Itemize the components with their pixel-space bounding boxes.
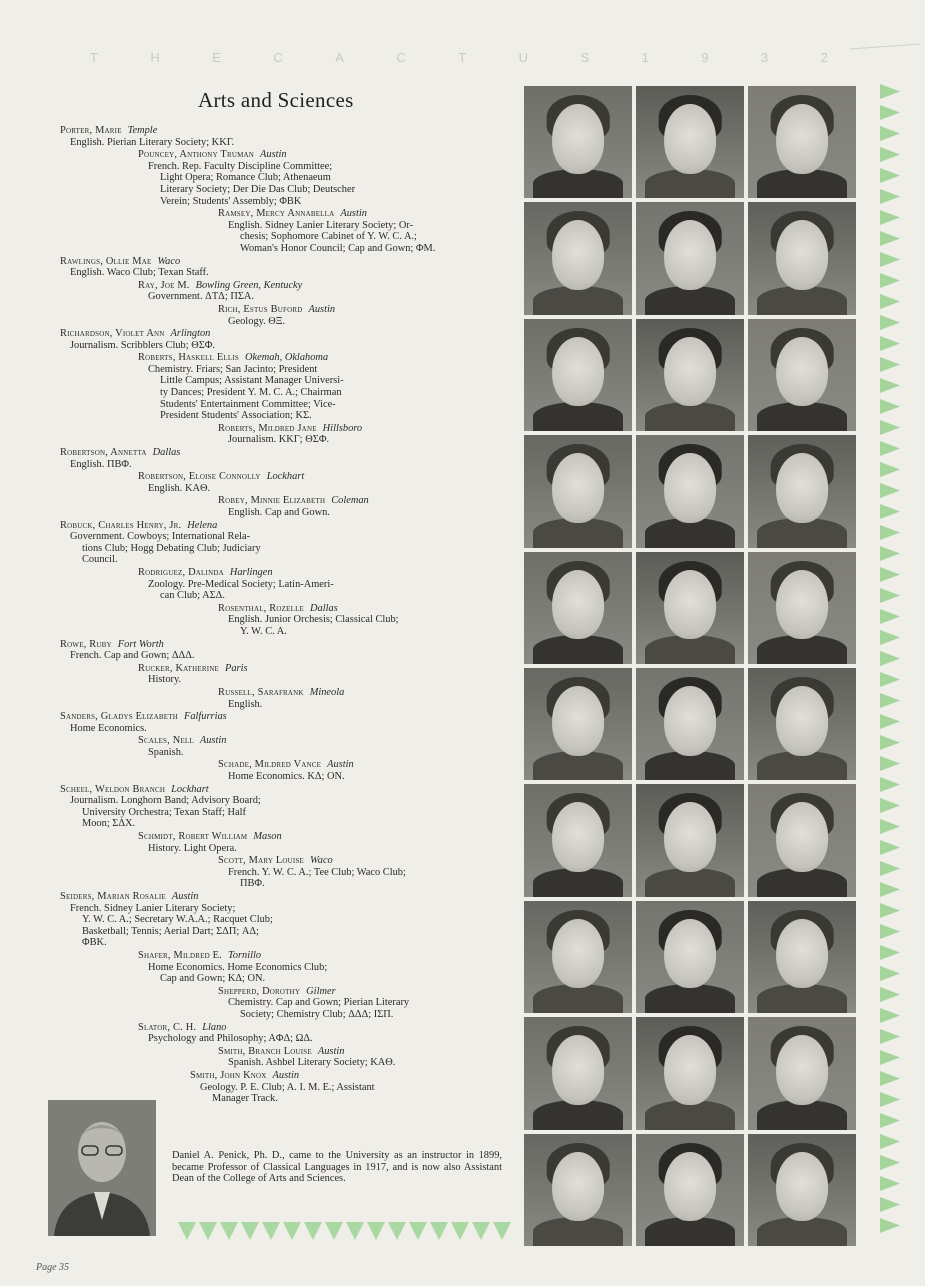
ornament-triangle: [880, 735, 900, 750]
student-entry: [60, 784, 510, 830]
dean-bio-text: Daniel A. Penick, Ph. D., came to the University as an instructor in 1899, became Professor of Classical Languages in 1917, and is now also Assistant Dean of the College of Arts and Sciences.: [172, 1150, 502, 1185]
student-entry: [218, 759, 510, 782]
ornament-triangle: [880, 1176, 900, 1191]
student-name: Rowe, Ruby: [60, 638, 112, 650]
student-portrait: [748, 552, 856, 664]
ornament-triangle: [880, 609, 900, 624]
student-portrait: [748, 86, 856, 198]
ornament-triangle: [880, 756, 900, 771]
portrait-grid: [524, 86, 856, 1246]
ornament-triangle: [880, 1155, 900, 1170]
ornament-triangle: [880, 882, 900, 897]
ornament-triangle: [880, 504, 900, 519]
student-detail: Spanish.: [148, 746, 184, 758]
student-detail: Zoology. Pre-Medical Society; Latin-Ameri-: [148, 578, 334, 590]
student-detail: Government. Cowboys; International Rela-: [70, 531, 251, 543]
student-hometown: Dallas: [152, 447, 181, 459]
student-name: Smith, John Knox: [190, 1069, 267, 1081]
ornament-triangle: [880, 819, 900, 834]
header-letter: T: [90, 50, 100, 65]
ornament-triangle: [472, 1222, 490, 1240]
student-hometown: Fort Worth: [117, 638, 164, 650]
student-entry: [218, 687, 510, 710]
student-hometown: Mineola: [309, 686, 345, 698]
student-detail: English. Junior Orchesis; Classical Club;: [228, 614, 399, 626]
student-detail: tions Club; Hogg Debating Club; Judiciary: [82, 542, 261, 554]
student-detail: French. Y. W. C. A.; Tee Club; Waco Club;: [228, 866, 406, 878]
student-portrait: [524, 202, 632, 314]
student-detail: Journalism. Scribblers Club; ΘΣΦ.: [70, 339, 215, 351]
student-hometown: Helena: [187, 519, 218, 531]
student-entry: [138, 352, 510, 422]
student-portrait: [636, 86, 744, 198]
ornament-triangle: [880, 1218, 900, 1233]
ornament-triangle: [430, 1222, 448, 1240]
bottom-ornament: [178, 1218, 513, 1244]
student-name: Roberts, Mildred Jane: [218, 422, 317, 434]
ornament-triangle: [880, 210, 900, 225]
dean-bio: [172, 1150, 502, 1185]
student-entry: [138, 471, 510, 494]
student-name: Ray, Joe M.: [138, 279, 190, 291]
ornament-triangle: [880, 987, 900, 1002]
student-detail: English.: [228, 698, 263, 710]
ornament-triangle: [880, 105, 900, 120]
student-hometown: Paris: [224, 662, 248, 674]
student-detail: Moon; ΣΔX.: [82, 818, 136, 830]
student-detail: ty Dances; President Y. M. C. A.; Chairman: [160, 387, 342, 399]
ornament-triangle: [880, 777, 900, 792]
student-detail: French. Sidney Lanier Literary Society;: [70, 902, 236, 914]
student-hometown: Bowling Green, Kentucky: [195, 279, 303, 291]
student-name: Richardson, Violet Ann: [60, 328, 165, 340]
student-detail: English. ΠBΦ.: [70, 458, 132, 470]
header-letter: T: [458, 50, 469, 65]
ornament-triangle: [325, 1222, 343, 1240]
side-ornament: [880, 84, 904, 1254]
student-entry: [218, 208, 510, 254]
ornament-triangle: [880, 1050, 900, 1065]
section-title: Arts and Sciences: [198, 88, 354, 112]
header-letter: A: [335, 50, 346, 65]
student-detail: Chemistry. Friars; San Jacinto; President: [148, 363, 318, 375]
student-detail: Journalism. KKΓ; ΘΣΦ.: [228, 434, 330, 446]
student-hometown: Gilmer: [306, 985, 336, 997]
ornament-triangle: [880, 1113, 900, 1128]
student-portrait: [524, 1134, 632, 1246]
student-hometown: Austin: [308, 303, 336, 315]
student-detail: Little Campus; Assistant Manager Universi-: [160, 375, 344, 387]
student-detail: Manager Track.: [212, 1093, 278, 1105]
student-detail: Literary Society; Der Die Das Club; Deutscher: [160, 183, 356, 195]
student-name: Smith, Branch Louise: [218, 1045, 312, 1057]
student-detail: History.: [148, 674, 182, 686]
ornament-triangle: [880, 399, 900, 414]
student-entry: [138, 663, 510, 686]
header-letter: 3: [760, 50, 771, 65]
student-entry: [138, 567, 510, 602]
student-detail: Students' Entertainment Committee; Vice-: [160, 398, 336, 410]
ornament-triangle: [880, 1092, 900, 1107]
student-detail: Spanish. Ashbel Literary Society; KAΘ.: [228, 1057, 396, 1069]
student-portrait: [748, 435, 856, 547]
student-portrait: [636, 1017, 744, 1129]
ornament-triangle: [880, 588, 900, 603]
ornament-triangle: [880, 861, 900, 876]
header-letter: 2: [820, 50, 830, 65]
student-detail: Home Economics. KΔ; ON.: [228, 771, 345, 783]
ornament-triangle: [880, 252, 900, 267]
student-name: Russell, Sarafrank: [218, 686, 304, 698]
student-detail: Society; Chemistry Club; ΔΔΔ; IΣΠ.: [240, 1008, 394, 1020]
ornament-triangle: [388, 1222, 406, 1240]
student-portrait: [748, 1134, 856, 1246]
student-detail: Geology. P. E. Club; A. I. M. E.; Assistant: [200, 1081, 375, 1093]
student-hometown: Hillsboro: [322, 422, 363, 434]
ornament-triangle: [241, 1222, 259, 1240]
student-detail: Verein; Students' Assembly; ΦBK: [160, 195, 302, 207]
student-detail: English. KAΘ.: [148, 482, 211, 494]
student-portrait: [636, 202, 744, 314]
ornament-triangle: [178, 1222, 196, 1240]
student-name: Scott, Mary Louise: [218, 855, 305, 867]
ornament-triangle: [880, 1029, 900, 1044]
ornament-triangle: [880, 189, 900, 204]
ornament-triangle: [880, 1071, 900, 1086]
student-portrait: [636, 435, 744, 547]
student-detail: Council.: [82, 554, 118, 566]
student-entry: [218, 304, 510, 327]
ornament-triangle: [880, 441, 900, 456]
student-name: Scheel, Weldon Branch: [60, 783, 166, 795]
header-letter: 1: [641, 50, 651, 65]
ornament-triangle: [283, 1222, 301, 1240]
student-entry: [60, 125, 510, 148]
student-hometown: Okemah, Oklahoma: [245, 352, 329, 364]
student-detail: History. Light Opera.: [148, 842, 237, 854]
header-letter: 9: [701, 50, 711, 65]
ornament-triangle: [880, 966, 900, 981]
ornament-triangle: [880, 168, 900, 183]
student-detail: Woman's Honor Council; Cap and Gown; ΦM.: [240, 242, 436, 254]
student-entry: [60, 711, 510, 734]
ornament-triangle: [199, 1222, 217, 1240]
student-entry: [138, 831, 510, 854]
student-name: Rodriguez, Dalinda: [138, 566, 224, 578]
student-entry: [138, 280, 510, 303]
student-hometown: Lockhart: [266, 471, 305, 483]
student-hometown: Harlingen: [229, 566, 273, 578]
student-portrait: [636, 901, 744, 1013]
ornament-triangle: [220, 1222, 238, 1240]
ornament-triangle: [880, 945, 900, 960]
dean-portrait: [48, 1100, 156, 1236]
ornament-triangle: [880, 840, 900, 855]
student-detail: Government. ΔTΔ; ΠΣA.: [148, 291, 254, 303]
ornament-triangle: [880, 147, 900, 162]
ornament-triangle: [880, 315, 900, 330]
student-entry: [218, 603, 510, 638]
ornament-triangle: [880, 231, 900, 246]
student-name: Seiders, Marian Rosalie: [60, 891, 166, 902]
student-detail: Basketball; Tennis; Aerial Dart; ΣΔΠ; AΔ;: [82, 925, 259, 937]
student-detail: Cap and Gown; KΔ; ON.: [160, 973, 266, 985]
ornament-triangle: [880, 924, 900, 939]
student-detail: English. Cap and Gown.: [228, 507, 330, 518]
student-detail: French. Rep. Faculty Discipline Committee;: [148, 160, 333, 172]
student-detail: Journalism. Longhorn Band; Advisory Board;: [70, 795, 261, 807]
student-detail: University Orchestra; Texan Staff; Half: [82, 806, 246, 818]
ornament-triangle: [880, 798, 900, 813]
student-portrait: [524, 668, 632, 780]
student-name: Robertson, Eloise Connolly: [138, 471, 261, 483]
student-name: Porter, Marie: [60, 125, 122, 136]
student-name: Shafer, Mildred E.: [138, 949, 222, 961]
student-entry: [138, 1022, 510, 1045]
ornament-triangle: [346, 1222, 364, 1240]
student-entry: [60, 447, 510, 470]
student-name: Rucker, Katherine: [138, 662, 219, 674]
running-header: [90, 50, 830, 65]
ornament-triangle: [880, 525, 900, 540]
student-entry: [218, 1046, 510, 1069]
ornament-triangle: [880, 294, 900, 309]
student-entry: [60, 328, 510, 351]
student-portrait: [524, 86, 632, 198]
student-name: Rich, Estus Buford: [218, 303, 303, 315]
ornament-triangle: [880, 714, 900, 729]
header-letter: C: [273, 50, 285, 65]
student-portrait: [636, 1134, 744, 1246]
student-name: Sanders, Gladys Elizabeth: [60, 711, 178, 723]
header-letter: E: [212, 50, 223, 65]
student-portrait: [636, 552, 744, 664]
entries-list: [60, 125, 510, 1106]
student-entry: [60, 891, 510, 949]
student-hometown: Austin: [327, 759, 354, 771]
student-detail: Psychology and Philosophy; AΦΔ; ΩΔ.: [148, 1033, 313, 1045]
student-portrait: [524, 435, 632, 547]
ornament-triangle: [880, 483, 900, 498]
ornament-triangle: [880, 630, 900, 645]
student-portrait: [524, 319, 632, 431]
student-entry: [218, 986, 510, 1021]
student-portrait: [748, 319, 856, 431]
student-portrait: [524, 901, 632, 1013]
student-hometown: Falfurrias: [183, 711, 227, 723]
header-letter: S: [580, 50, 592, 65]
student-detail: Y. W. C. A.: [240, 625, 287, 637]
student-name: Scales, Nell: [138, 735, 194, 747]
ornament-triangle: [367, 1222, 385, 1240]
student-hometown: Dallas: [310, 602, 338, 614]
student-portrait: [748, 784, 856, 896]
student-portrait: [524, 784, 632, 896]
student-entry: [190, 1070, 510, 1105]
student-entry: [138, 735, 510, 758]
student-entry: [218, 855, 510, 890]
student-entry: [60, 520, 510, 566]
student-detail: Geology. ΘΞ.: [228, 315, 286, 327]
student-portrait: [524, 1017, 632, 1129]
ornament-triangle: [880, 693, 900, 708]
ornament-triangle: [493, 1222, 511, 1240]
student-portrait: [636, 319, 744, 431]
ornament-triangle: [880, 903, 900, 918]
student-name: Robey, Minnie Elizabeth: [218, 495, 326, 507]
student-portrait: [636, 784, 744, 896]
header-letter: H: [150, 50, 162, 65]
student-detail: Home Economics.: [70, 722, 147, 734]
ornament-triangle: [880, 126, 900, 141]
student-name: Roberts, Haskell Ellis: [138, 352, 239, 364]
student-detail: English. Pierian Literary Society; KKΓ.: [70, 136, 235, 148]
ornament-triangle: [880, 1197, 900, 1212]
ornament-triangle: [451, 1222, 469, 1240]
student-detail: English. Sidney Lanier Literary Society; Or-: [228, 219, 414, 231]
student-hometown: Austin: [260, 149, 287, 161]
student-hometown: Coleman: [331, 495, 369, 507]
header-letter: C: [396, 50, 408, 65]
student-detail: English. Waco Club; Texan Staff.: [70, 267, 209, 279]
student-detail: French. Cap and Gown; ΔΔΔ.: [70, 650, 195, 662]
student-hometown: Austin: [340, 208, 367, 220]
ornament-triangle: [880, 273, 900, 288]
ornament-triangle: [880, 672, 900, 687]
student-name: Slator, C. H.: [138, 1021, 197, 1033]
student-detail: can Club; AΣΔ.: [160, 590, 225, 602]
corner-mark: [850, 44, 920, 50]
student-hometown: Austin: [272, 1069, 300, 1081]
student-detail: ΦBK.: [82, 937, 107, 949]
ornament-triangle: [304, 1222, 322, 1240]
student-portrait: [748, 202, 856, 314]
student-hometown: Austin: [199, 735, 227, 747]
ornament-triangle: [880, 378, 900, 393]
ornament-triangle: [409, 1222, 427, 1240]
student-entry: [138, 950, 510, 985]
student-name: Rosenthal, Rozelle: [218, 602, 305, 614]
student-name: Robuck, Charles Henry, Jr.: [60, 519, 182, 531]
student-hometown: Tornillo: [227, 949, 262, 961]
ornament-triangle: [880, 1008, 900, 1023]
page-number: Page 35: [36, 1262, 70, 1273]
student-name: Shepperd, Dorothy: [218, 985, 301, 997]
ornament-triangle: [880, 567, 900, 582]
student-entry: [218, 423, 510, 446]
student-detail: ΠBΦ.: [240, 878, 265, 890]
student-name: Rawlings, Ollie Mae: [60, 255, 152, 267]
student-portrait: [748, 901, 856, 1013]
student-hometown: Arlington: [170, 328, 211, 340]
student-detail: chesis; Sophomore Cabinet of Y. W. C. A.;: [240, 231, 417, 243]
ornament-triangle: [880, 1134, 900, 1149]
ornament-triangle: [880, 420, 900, 435]
student-entry: [60, 256, 510, 279]
student-hometown: Lockhart: [171, 783, 209, 795]
student-name: Robertson, Annetta: [60, 447, 147, 459]
student-detail: Home Economics. Home Economics Club;: [148, 961, 328, 973]
student-hometown: Temple: [127, 125, 158, 136]
header-letter: U: [518, 50, 530, 65]
student-portrait: [524, 552, 632, 664]
student-entry: [60, 639, 510, 662]
student-name: Ramsey, Mercy Annabella: [218, 208, 335, 220]
ornament-triangle: [880, 651, 900, 666]
student-name: Schmidt, Robert William: [138, 831, 248, 843]
student-hometown: Austin: [171, 891, 199, 902]
ornament-triangle: [880, 546, 900, 561]
student-hometown: Waco: [310, 855, 333, 867]
student-hometown: Llano: [202, 1021, 227, 1033]
student-hometown: Mason: [253, 831, 282, 843]
student-entry: [218, 495, 510, 518]
student-portrait: [748, 668, 856, 780]
ornament-triangle: [880, 462, 900, 477]
student-portrait: [748, 1017, 856, 1129]
student-entry: [138, 149, 510, 207]
student-name: Pouncey, Anthony Truman: [138, 149, 255, 161]
student-detail: Y. W. C. A.; Secretary W.A.A.; Racquet Club;: [82, 914, 273, 926]
student-detail: Chemistry. Cap and Gown; Pierian Literary: [228, 997, 410, 1009]
ornament-triangle: [880, 336, 900, 351]
student-hometown: Waco: [157, 255, 181, 267]
student-name: Schade, Mildred Vance: [218, 759, 322, 771]
student-detail: President Students' Association; KΣ.: [160, 410, 312, 422]
ornament-triangle: [880, 357, 900, 372]
student-hometown: Austin: [317, 1045, 345, 1057]
ornament-triangle: [880, 84, 900, 99]
ornament-triangle: [262, 1222, 280, 1240]
student-detail: Light Opera; Romance Club; Athenaeum: [160, 172, 331, 184]
student-portrait: [636, 668, 744, 780]
